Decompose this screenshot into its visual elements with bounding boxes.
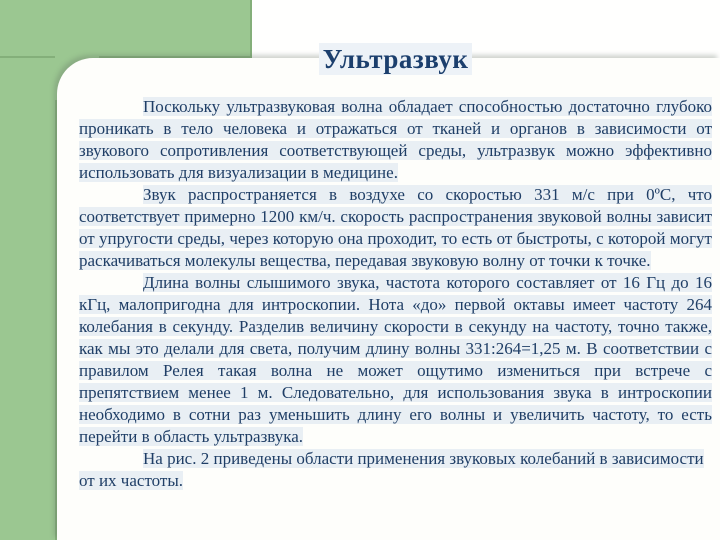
paragraph-text: Поскольку ультразвуковая волна обладает способностью достаточно глубоко проникать в тело человека и отражаться от тканей и органов в зависимости от звукового сопротивления соответствующей среды, ультразвук можно эффективно использовать для визуализации в медицине.	[79, 97, 712, 182]
slide-title	[79, 44, 712, 75]
paragraph-text: Длина волны слышимого звука, частота которого составляет от 16 Гц до 16 кГц, малопригодна для интроскопии. Нота «до» первой октавы имеет частоту 264 колебания в секунду. Разделив величину скорости в секунду на частоту, точно также, как мы это делали для света, получим длину волны 331:264=1,25 м. В соответствии с правилом Релея такая волна не может ощутимо измениться при встрече с препятствием менее 1 м. Следовательно, для использования звука в интроскопии необходимо в сотни раз уменьшить длину его волны и увеличить частоту, то есть перейти в область ультразвука.	[79, 273, 712, 446]
paragraph-wavelength	[79, 272, 712, 448]
paragraph-ultrasound-intro	[79, 96, 712, 184]
paragraph-sound-speed	[79, 184, 712, 272]
paragraph-figure-reference	[79, 448, 712, 492]
paragraph-text: На рис. 2 приведены области применения звуковых колебаний в зависимости от их частоты.	[79, 449, 704, 490]
paragraph-text: Звук распространяется в воздухе со скоростью 331 м/с при 0ºС, что соответствует примерно 1200 км/ч. скорость распространения звуковой волны зависит от упругости среды, через которую она проходит, то есть от быстроты, с которой могут раскачиваться молекулы вещества, передавая звуковую волну от точки к точке.	[79, 185, 712, 270]
slide-title-text: Ультразвук	[319, 43, 473, 75]
slide-body	[79, 96, 712, 492]
left-accent-bar	[0, 0, 57, 540]
